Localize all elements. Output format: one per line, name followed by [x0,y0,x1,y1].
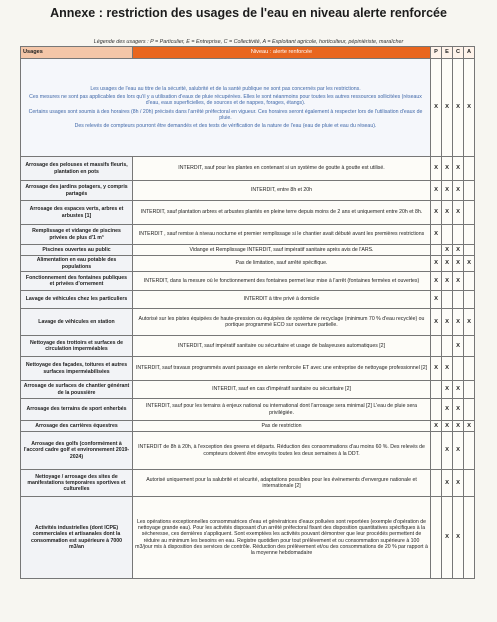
mark-cell [464,432,475,470]
mark-cell [431,245,442,256]
table-row [21,272,475,291]
mark-cell: X [431,272,442,291]
mark-cell: X [442,497,453,579]
mark-cell [464,272,475,291]
usage-cell: Arrosage des jardins potagers, y compris partagés [21,181,133,201]
mark-cell: X [453,381,464,399]
intro-paragraph: Certains usages sont soumis à des horaires (8h / 20h) précisés dans l'arrêté préfectoral en vigueur. Ces horaires seront également à respecter lors de l'utilisation d'eaux de pluie. [28,108,423,121]
mark-cell: X [464,309,475,336]
mark-cell [431,432,442,470]
usage-cell: Alimentation en eau potable des populations [21,256,133,272]
table-row [21,245,475,256]
mark-cell: X [431,157,442,181]
table-row [21,381,475,399]
mark-cell: X [453,256,464,272]
mark-cell: X [442,59,453,157]
mark-cell [431,399,442,421]
header-cat-e: E [442,47,453,59]
usage-cell: Arrosage des carrières équestres [21,421,133,432]
mark-cell: X [431,181,442,201]
usage-cell: Arrosage des terrains de sport enherbés [21,399,133,421]
mark-cell: X [464,59,475,157]
usage-cell: Piscines ouvertes au public [21,245,133,256]
mark-cell [464,497,475,579]
restriction-cell: INTERDIT, sauf impératif sanitaire ou sécuritaire et usage de balayeuses automatiques [2] [133,336,431,357]
restriction-cell: INTERDIT, sauf pour les plantes en contenant si un système de goutte à goutte est utilisé. [133,157,431,181]
usage-cell: Nettoyage des façades, toitures et autres surfaces imperméabilisées [21,357,133,381]
mark-cell: X [442,201,453,225]
mark-cell: X [431,256,442,272]
restriction-cell: INTERDIT, sauf plantation arbres et arbustes plantés en pleine terre depuis moins de 2 ans et uniquement entre 20h et 8h. [133,201,431,225]
mark-cell: X [453,421,464,432]
usage-cell: Nettoyage / arrosage des sites de manifestations temporaires sportives et culturelles [21,470,133,497]
mark-cell: X [442,181,453,201]
mark-cell: X [442,272,453,291]
mark-cell: X [453,432,464,470]
mark-cell: X [453,181,464,201]
restriction-cell: INTERDIT, sauf en cas d'impératif sanitaire ou sécuritaire [2] [133,381,431,399]
restriction-cell: Autorisé uniquement pour la salubrité et sécurité, adaptations possibles pour les événements d'envergure nationale et internationale [2] [133,470,431,497]
table-row [21,336,475,357]
table-row [21,157,475,181]
usage-cell: Lavage de véhicules chez les particuliers [21,291,133,309]
usage-cell: Arrosage de surfaces de chantier générant de la poussière [21,381,133,399]
mark-cell: X [453,272,464,291]
mark-cell: X [431,201,442,225]
mark-cell: X [431,357,442,381]
table-row [21,357,475,381]
mark-cell [453,291,464,309]
restriction-cell: INTERDIT, sauf travaux programmés avant passage en alerte renforcée ET avec une entreprise de nettoyage professionnel [2] [133,357,431,381]
mark-cell: X [453,201,464,225]
table-row [21,201,475,225]
mark-cell [464,245,475,256]
mark-cell: X [442,421,453,432]
mark-cell: X [453,336,464,357]
mark-cell [464,181,475,201]
mark-cell: X [453,399,464,421]
mark-cell [464,291,475,309]
mark-cell: X [453,309,464,336]
mark-cell [431,336,442,357]
mark-cell: X [442,432,453,470]
mark-cell: X [453,497,464,579]
mark-cell: X [453,470,464,497]
mark-cell [453,225,464,245]
mark-cell [442,336,453,357]
mark-cell: X [442,399,453,421]
intro-row [21,59,475,157]
mark-cell: X [453,59,464,157]
header-cat-c: C [453,47,464,59]
page-title: Annexe : restriction des usages de l'eau en niveau alerte renforcée [50,6,447,20]
mark-cell [464,357,475,381]
table-row [21,432,475,470]
mark-cell: X [442,309,453,336]
table-row [21,181,475,201]
usage-cell: Fonctionnement des fontaines publiques et privées d'ornement [21,272,133,291]
mark-cell [464,399,475,421]
restriction-cell: Les opérations exceptionnelles consommatrices d'eau et génératrices d'eaux polluées sont reportées (exemple d'opération de nettoyage grande eau). Pour les activités disposant d'un arrêté préfectoral fixant des disposition quantitatives spécifiques à la sécheresse, ces dernières s'appliquent. Sont exemptées les activités pouvant démontrer que leur procédés permettent de réduire au minimum les besoins en eau. Registre quotidien pour tout prélèvement et ou consommation supérieure à 100 m3/jour mis à disposition des services de contrôle. Réduction des prélèvement et/ou des consommations de 20 % par rapport à la moyenne hebdomadaire [133,497,431,579]
mark-cell: X [431,59,442,157]
mark-cell [442,291,453,309]
usage-cell: Remplissage et vidange de piscines privées de plus d'1 m³ [21,225,133,245]
mark-cell: X [431,225,442,245]
restriction-cell: Autorisé sur les pistes équipées de haute-pression ou équipées de système de recyclage (minimum 70 % d'eau recyclée) ou portique programmé ECO sur ouverture partielle. [133,309,431,336]
mark-cell: X [442,157,453,181]
usage-cell: Activités industrielles (dont ICPE) commerciales et artisanales dont la consommation est supérieure à 7000 m3/an [21,497,133,579]
mark-cell [464,336,475,357]
usage-cell: Arrosage des golfs (conformément à l'accord cadre golf et environnement 2019-2024) [21,432,133,470]
mark-cell: X [431,309,442,336]
table-row [21,309,475,336]
restriction-cell: Vidange et Remplissage INTERDIT, sauf impératif sanitaire après avis de l'ARS. [133,245,431,256]
restriction-cell: INTERDIT , sauf remise à niveau nocturne et premier remplissage si le chantier avait débuté avant les premières restrictions [133,225,431,245]
table-row [21,421,475,432]
mark-cell: X [431,421,442,432]
intro-paragraph: Des relevés de compteurs pourront être demandés et des tests de vérification de la nature de l'eau (eau de pluie et eau du réseau). [74,122,377,129]
usage-cell: Arrosage des pelouses et massifs fleuris, plantation en pots [21,157,133,181]
mark-cell [464,201,475,225]
restrictions-table [20,46,475,579]
table-row [21,291,475,309]
table-row [21,225,475,245]
mark-cell: X [442,245,453,256]
restriction-cell: INTERDIT, sauf pour les terrains à enjeux national ou international dont l'arrosage sera minimal [2] L'eau de pluie sera privilégiée. [133,399,431,421]
mark-cell: X [453,157,464,181]
restriction-cell: Pas de restriction [133,421,431,432]
table-header-row [21,47,475,59]
header-cat-a: A [464,47,475,59]
mark-cell [453,357,464,381]
mark-cell [464,470,475,497]
header-cat-p: P [431,47,442,59]
mark-cell: X [464,421,475,432]
table-row [21,497,475,579]
mark-cell: X [442,256,453,272]
restriction-cell: INTERDIT, entre 8h et 20h [133,181,431,201]
usage-cell: Arrosage des espaces verts, arbres et arbustes [1] [21,201,133,225]
mark-cell: X [442,470,453,497]
header-usage: Usages [21,47,133,59]
mark-cell: X [431,291,442,309]
restriction-cell: INTERDIT, dans la mesure où le fonctionnement des fontaines permet leur mise à l'arrêt (fontaines fermées et ouvertes) [133,272,431,291]
intro-cell [21,59,431,157]
usage-cell: Lavage de véhicules en station [21,309,133,336]
intro-paragraph: Ces mesures ne sont pas applicables des lors qu'il y a utilisation d'eaux de pluie récupérées. Elles le sont néanmoins pour toutes les autres ressources sollicitées (réseaux d'eau, eaux superficielles, de sources et de nappes, forages, étangs). [29,94,422,107]
legend: Légende des usagers : P = Particulier, E = Entreprise, C = Collectivité, A = Exploitant agricole, horticulteur, pépiniériste, maraîcher [93,39,404,45]
mark-cell [464,157,475,181]
intro-paragraph: Les usages de l'eau au titre de la sécurité, salubrité et de la santé publique ne sont pas concernés par les restrictions. [90,85,361,92]
usage-cell: Nettoyage des trottoirs et surfaces de circulation imperméables [21,336,133,357]
mark-cell: X [442,357,453,381]
table-row [21,399,475,421]
restriction-cell: INTERDIT de 8h à 20h, à l'exception des greens et départs. Réduction des consommations d'au moins 60 %. Des relevés de compteurs doivent être envoyés toutes les deux semaines à la DDT. [133,432,431,470]
table-body [21,59,475,579]
mark-cell [464,225,475,245]
mark-cell [431,470,442,497]
mark-cell [431,497,442,579]
table-row [21,256,475,272]
mark-cell: X [453,245,464,256]
mark-cell: X [442,381,453,399]
mark-cell [431,381,442,399]
mark-cell [442,225,453,245]
mark-cell: X [464,256,475,272]
header-level: Niveau : alerte renforcée [133,47,431,59]
restriction-cell: Pas de limitation, sauf arrêté spécifique. [133,256,431,272]
mark-cell [464,381,475,399]
table-row [21,470,475,497]
restriction-cell: INTERDIT à titre privé à domicile [133,291,431,309]
